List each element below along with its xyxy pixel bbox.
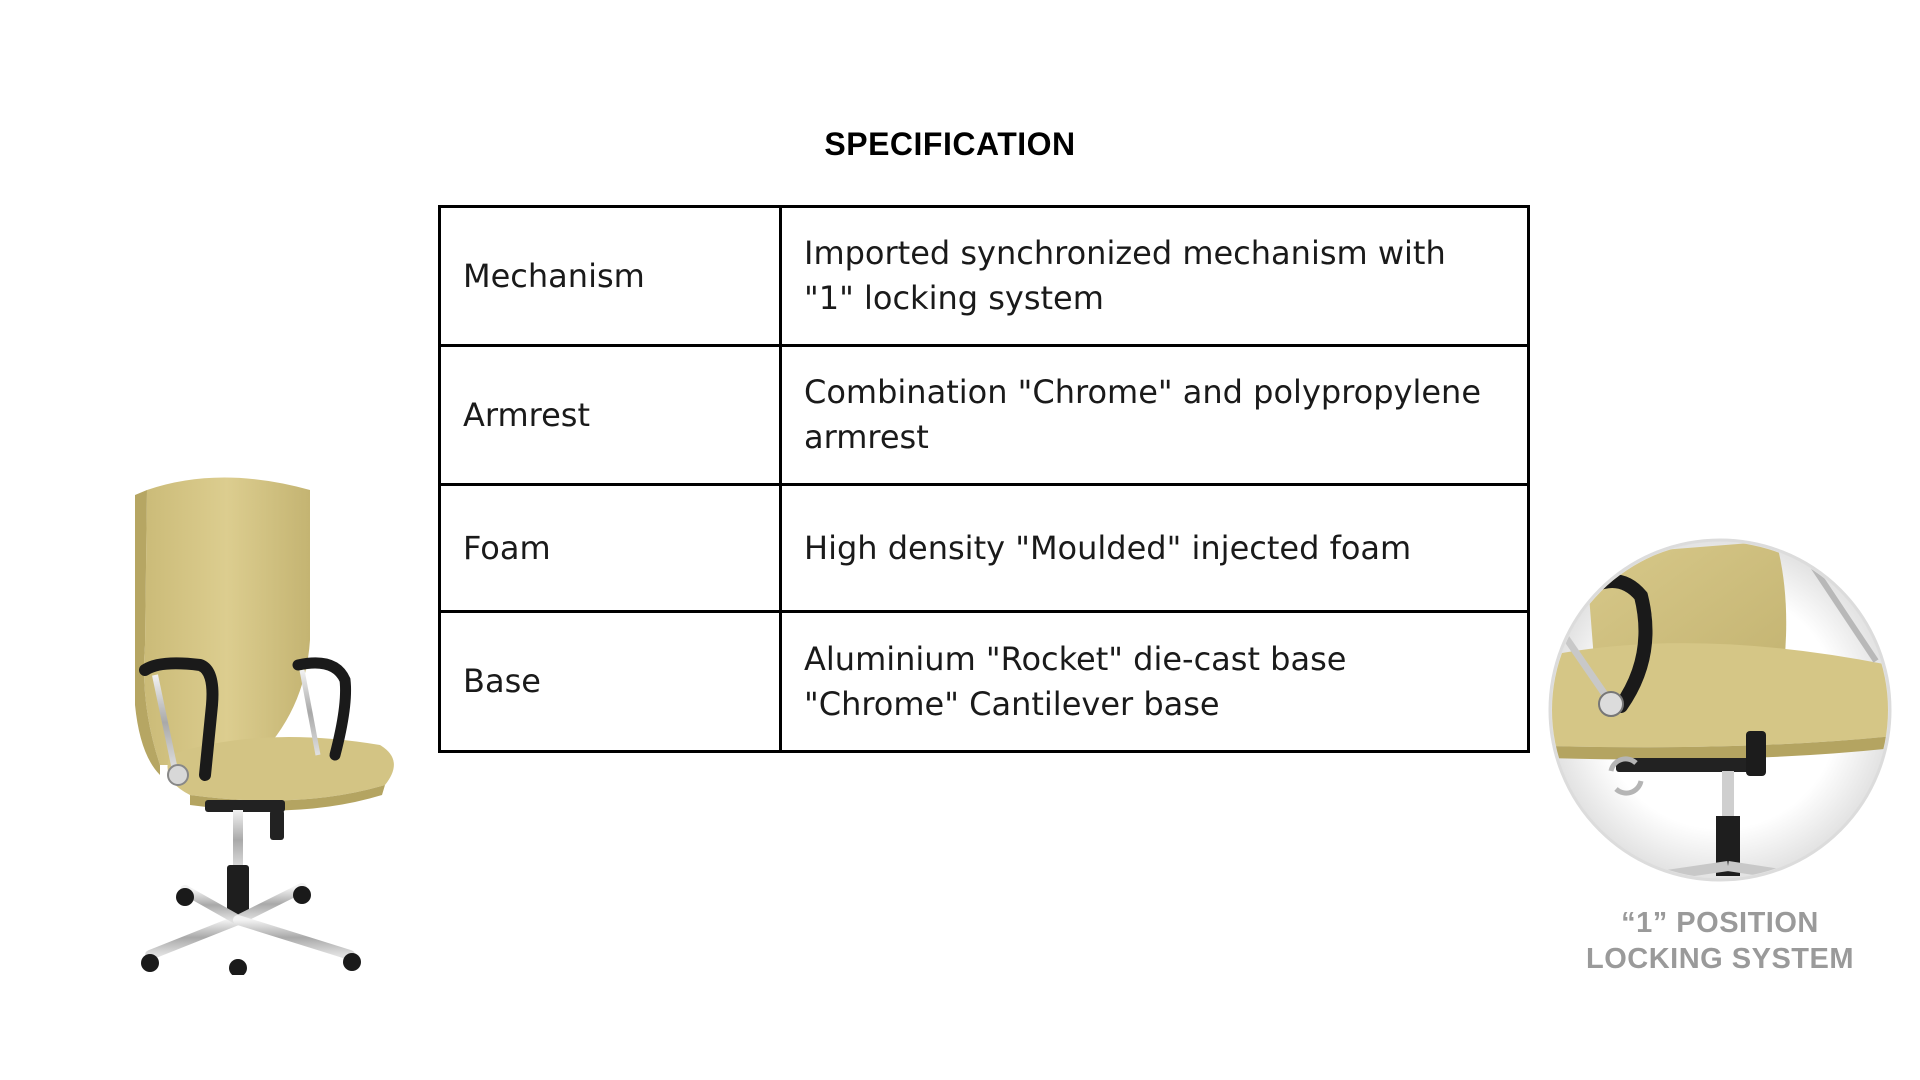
locking-mechanism-closeup-image [1546,536,1894,884]
spec-label-base: Base [440,612,781,752]
spec-value-mechanism: Imported synchronized mechanism with "1" locking system [781,207,1529,346]
spec-value-foam: High density "Moulded" injected foam [781,485,1529,612]
office-chair-image [130,465,440,975]
caption-line-2: LOCKING SYSTEM [1585,943,1854,975]
table-row [440,612,1529,752]
spec-value-base: Aluminium "Rocket" die-cast base "Chrome" Cantilever base [781,612,1529,752]
page-title: SPECIFICATION [824,126,1076,162]
spec-label-armrest: Armrest [440,346,781,485]
spec-label-mechanism: Mechanism [440,207,781,346]
table-row [440,346,1529,485]
table-row [440,485,1529,612]
spec-label-foam: Foam [440,485,781,612]
caption-line-1: “1” POSITION [1621,907,1819,939]
spec-value-armrest: Combination "Chrome" and polypropylene armrest [781,346,1529,485]
specification-table [438,205,1530,753]
table-row [440,207,1529,346]
locking-system-caption [1546,905,1894,977]
